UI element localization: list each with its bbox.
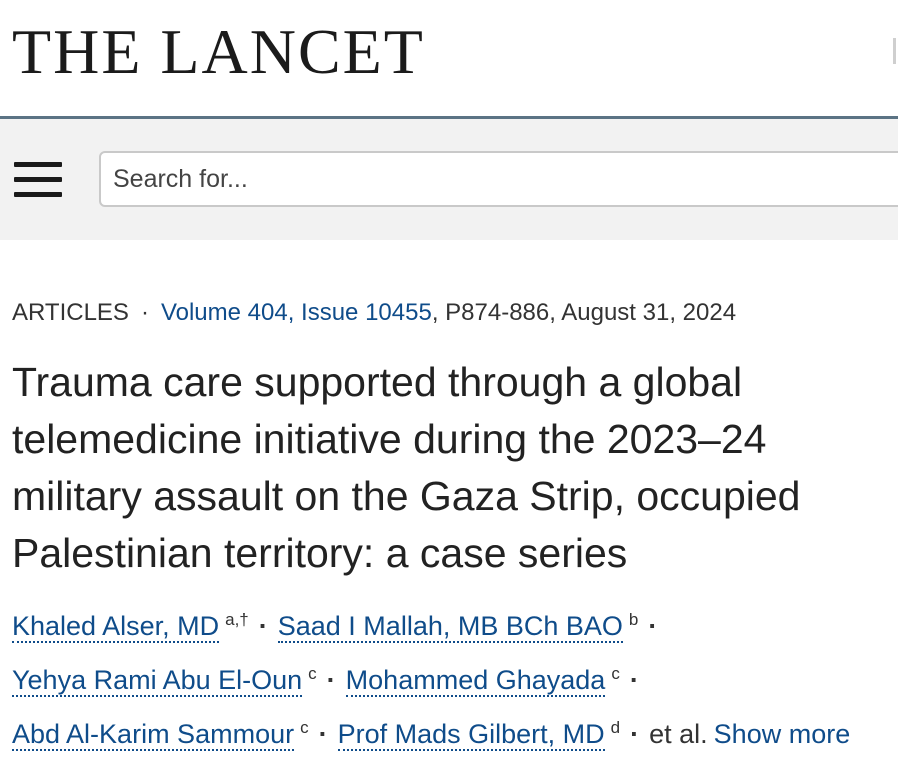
author-link[interactable]: Mohammed Ghayada <box>345 665 606 695</box>
menu-bar <box>14 177 62 182</box>
author-affiliation: c <box>611 664 620 683</box>
author-separator: · <box>629 665 639 695</box>
article-title: Trauma care supported through a global telemedicine initiative during the 2023–24 military assault on the Gaza Strip, occupied Palestinian territory: a case series <box>12 359 801 576</box>
masthead <box>0 0 898 119</box>
author-affiliation: b <box>628 610 639 629</box>
author-separator: · <box>258 611 268 641</box>
author-link[interactable]: Saad I Mallah, MB BCh BAO <box>277 611 623 641</box>
header-edge-control <box>893 38 896 64</box>
volume-issue-link[interactable]: Volume 404, Issue 10455 <box>160 299 432 326</box>
author-link[interactable]: Yehya Rami Abu El-Oun <box>12 665 303 695</box>
pages-date: , P874-886, August 31, 2024 <box>431 299 737 326</box>
author-link[interactable]: Prof Mads Gilbert, MD <box>337 719 605 749</box>
author-line <box>12 596 898 650</box>
author-affiliation: d <box>610 718 621 737</box>
author-link[interactable]: Khaled Alser, MD <box>12 611 220 641</box>
search-input[interactable] <box>99 151 898 207</box>
article-type: ARTICLES <box>12 299 129 326</box>
author-separator: · <box>630 719 640 749</box>
author-affiliation: c <box>308 664 317 683</box>
et-al-text: et al. <box>649 719 708 749</box>
menu-bar <box>14 162 62 167</box>
author-separator: · <box>326 665 336 695</box>
author-affiliation: a,† <box>225 610 249 629</box>
author-list <box>12 596 898 758</box>
author-separator: · <box>318 719 328 749</box>
meta-separator: · <box>140 299 149 326</box>
author-link[interactable]: Abd Al-Karim Sammour <box>12 719 295 749</box>
site-logo[interactable]: THE LANCET <box>12 16 425 87</box>
author-line <box>12 650 898 704</box>
show-more-link[interactable]: Show more <box>713 719 851 749</box>
article-meta <box>12 296 736 330</box>
menu-bar <box>14 192 62 197</box>
author-separator: · <box>648 611 658 641</box>
author-line <box>12 704 898 758</box>
menu-icon[interactable] <box>12 158 64 202</box>
author-affiliation: c <box>300 718 309 737</box>
